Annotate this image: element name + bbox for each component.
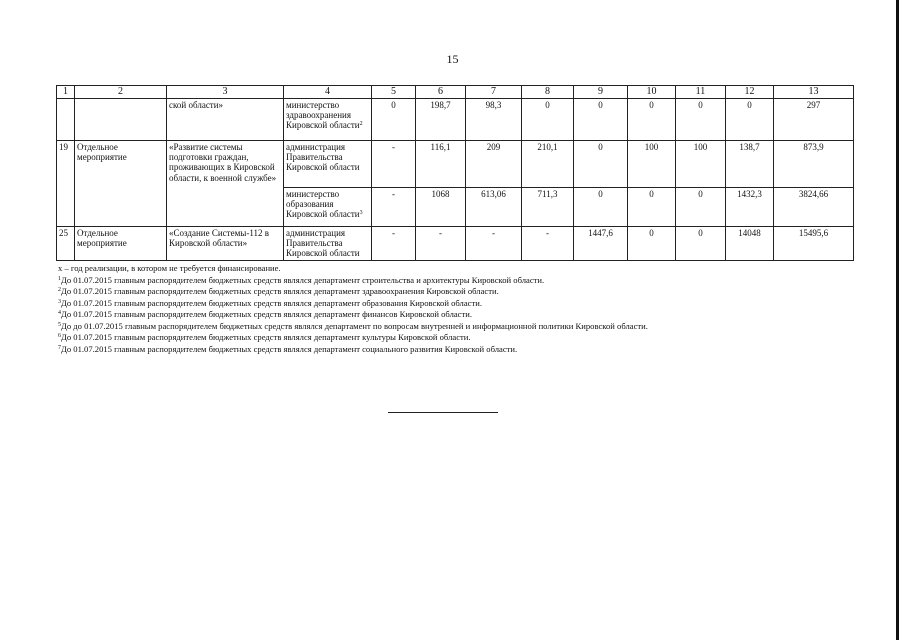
column-header: 1 — [57, 86, 75, 99]
end-of-document-rule — [388, 412, 498, 413]
value-cell: 1432,3 — [726, 187, 774, 226]
value-cell: 0 — [628, 187, 676, 226]
footnote-7: $^7$До 01.07.2015 главным распорядителем бюджетных средств являлся департамент социального развития Кировской области. — [58, 343, 518, 354]
scan-edge-line — [896, 0, 899, 640]
page-number: 15 — [446, 52, 459, 66]
value-cell: 0 — [574, 140, 628, 187]
column-header: 9 — [574, 86, 628, 99]
row-number: 19 — [57, 140, 75, 226]
value-cell: 0 — [574, 98, 628, 140]
column-header: 3 — [167, 86, 284, 99]
responsible-executor: администрация Правительства Кировской области — [284, 226, 372, 260]
column-header: 10 — [628, 86, 676, 99]
value-cell: - — [372, 140, 416, 187]
column-header: 12 — [726, 86, 774, 99]
column-header: 7 — [466, 86, 522, 99]
footnote-4: $^4$До 01.07.2015 главным распорядителем бюджетных средств являлся департамент финансов Кировской области. — [58, 309, 472, 319]
column-header: 4 — [284, 86, 372, 99]
measure-type — [75, 98, 167, 140]
measure-type: Отдельное мероприятие — [75, 226, 167, 260]
footnote-5: $^5$До до 01.07.2015 главным распорядителем бюджетных средств являлся департамент по вопросам внутренней и информационной политики Кировской области. — [58, 320, 648, 331]
value-cell: 100 — [628, 140, 676, 187]
total-cell: 3824,66 — [774, 187, 854, 226]
value-cell: 0 — [676, 226, 726, 260]
footnote-3: $^3$До 01.07.2015 главным распорядителем бюджетных средств являлся департамент образования Кировской области. — [58, 297, 482, 308]
value-cell: 198,7 — [416, 98, 466, 140]
column-header: 8 — [522, 86, 574, 99]
value-cell: - — [466, 226, 522, 260]
row-number: 25 — [57, 226, 75, 260]
value-cell: 116,1 — [416, 140, 466, 187]
value-cell: 1447,6 — [574, 226, 628, 260]
value-cell: 210,1 — [522, 140, 574, 187]
footnotes — [58, 263, 848, 355]
table-row — [57, 226, 854, 260]
measure-name: «Развитие системы подготовки граждан, проживающих в Кировской области, к военной службе» — [167, 140, 284, 226]
value-cell: - — [372, 187, 416, 226]
measure-type: Отдельное мероприятие — [75, 140, 167, 226]
value-cell: 613,06 — [466, 187, 522, 226]
table-row — [57, 98, 854, 140]
value-cell: - — [372, 226, 416, 260]
column-header: 6 — [416, 86, 466, 99]
total-cell: 873,9 — [774, 140, 854, 187]
value-cell: 14048 — [726, 226, 774, 260]
table-header-row — [57, 86, 854, 99]
footnote-1: $^1$До 01.07.2015 главным распорядителем бюджетных средств являлся департамент строительства и архитектуры Кировской области. — [58, 274, 545, 285]
legend-note: х – год реализации, в котором не требуется финансирование. — [58, 263, 281, 273]
footnote-marker: 3 — [359, 210, 363, 217]
column-header: 2 — [75, 86, 167, 99]
value-cell: 0 — [628, 98, 676, 140]
value-cell: 209 — [466, 140, 522, 187]
measure-name: ской области» — [167, 98, 284, 140]
responsible-executor: администрация Правительства Кировской области — [284, 140, 372, 187]
value-cell: 0 — [372, 98, 416, 140]
value-cell: 138,7 — [726, 140, 774, 187]
row-number — [57, 98, 75, 140]
column-header: 5 — [372, 86, 416, 99]
column-header: 13 — [774, 86, 854, 99]
total-cell: 15495,6 — [774, 226, 854, 260]
value-cell: 1068 — [416, 187, 466, 226]
value-cell: - — [416, 226, 466, 260]
value-cell: 98,3 — [466, 98, 522, 140]
value-cell: 0 — [676, 187, 726, 226]
value-cell: 100 — [676, 140, 726, 187]
column-header: 11 — [676, 86, 726, 99]
value-cell: 0 — [726, 98, 774, 140]
measure-name: «Создание Системы-112 в Кировской области» — [167, 226, 284, 260]
footnote-marker: 2 — [359, 121, 363, 128]
financing-table — [56, 85, 854, 261]
value-cell: 0 — [628, 226, 676, 260]
footnote-2: $^2$До 01.07.2015 главным распорядителем бюджетных средств являлся департамент здравоохранения Кировской области. — [58, 286, 499, 296]
responsible-executor: министерство образования Кировской области$^3$ — [284, 187, 372, 226]
total-cell: 297 — [774, 98, 854, 140]
value-cell: 0 — [676, 98, 726, 140]
value-cell: - — [522, 226, 574, 260]
table-row — [57, 140, 854, 187]
responsible-executor: министерство здравоохранения Кировской области$^2$ — [284, 98, 372, 140]
value-cell: 711,3 — [522, 187, 574, 226]
footnote-6: $^6$До 01.07.2015 главным распорядителем бюджетных средств являлся департамент культуры Кировской области. — [58, 332, 471, 342]
value-cell: 0 — [522, 98, 574, 140]
value-cell: 0 — [574, 187, 628, 226]
